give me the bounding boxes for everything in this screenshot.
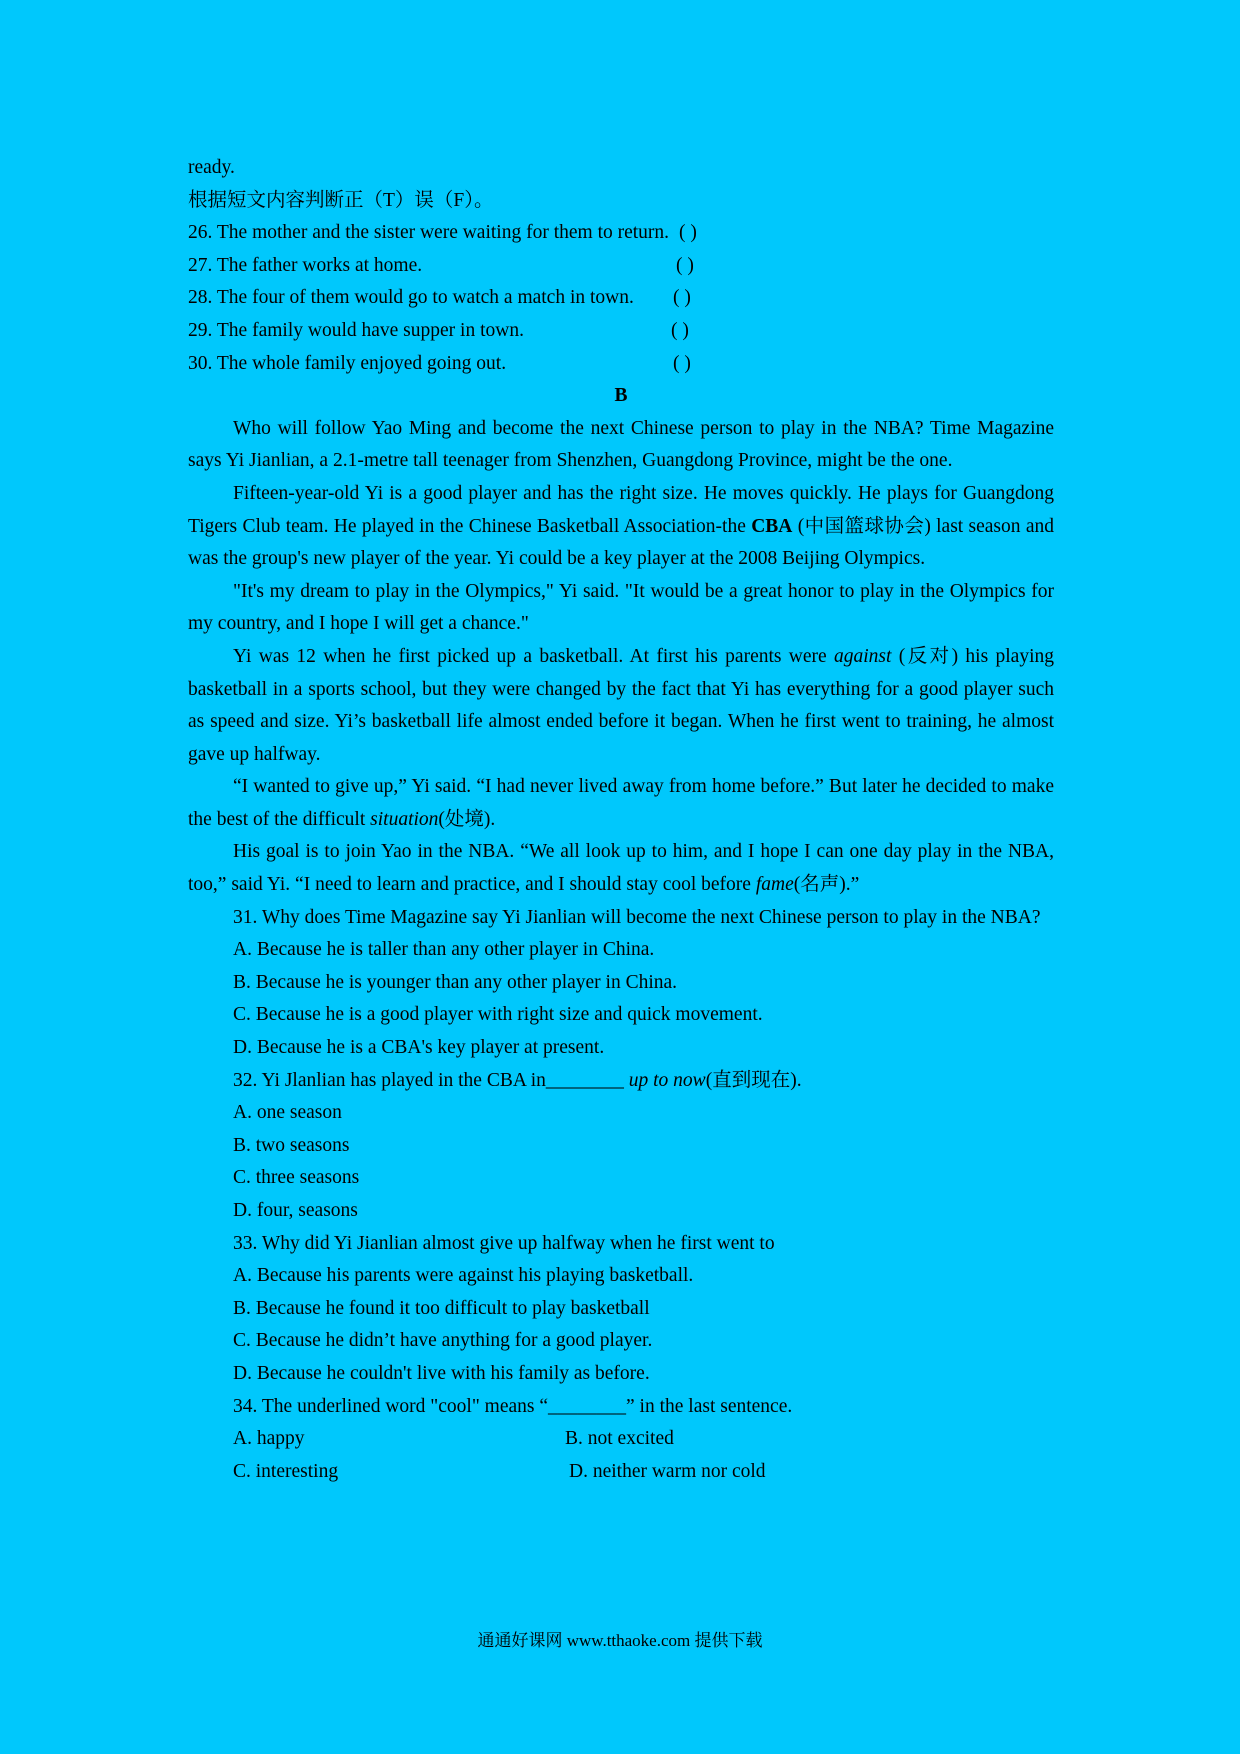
document-page (188, 152, 1054, 1488)
question-33-option-d: D. Because he couldn't live with his family as before. (233, 1362, 650, 1384)
question-34-options-row-2 (188, 1456, 1054, 1489)
answer-parentheses: ( ) (673, 287, 691, 309)
question-31-option-b: B. Because he is younger than any other player in China. (233, 971, 678, 993)
question-32-stem (188, 1065, 1054, 1098)
question-text: (直到现在). (705, 1069, 802, 1091)
tf-question-text: 29. The family would have supper in town. (188, 319, 524, 341)
passage-paragraph-5 (188, 771, 1054, 836)
answer-parentheses: ( ) (673, 352, 691, 374)
passage-text: (名声).” (793, 874, 860, 896)
question-31-option-c: C. Because he is a good player with right size and quick movement. (233, 1004, 763, 1026)
passage-bold-text: CBA (751, 515, 793, 537)
question-34-option-d: D. neither warm nor cold (569, 1460, 766, 1482)
page-footer: 通通好课网 www.tthaoke.com 提供下载 (477, 1631, 763, 1650)
answer-parentheses: ( ) (676, 254, 694, 276)
question-33-stem: 33. Why did Yi Jianlian almost give up halfway when he first went to (233, 1232, 775, 1254)
question-text: 32. Yi Jlanlian has played in the CBA in________ (233, 1069, 629, 1091)
tf-question-26 (188, 217, 1054, 250)
tf-question-text: 27. The father works at home. (188, 254, 423, 276)
passage-text: (反对) his playing basketball in a sports school, but they were changed by the fact that Yi has everything for a good player such as speed and size. Yi’s basketball life almost ended before it began. When he first went to training, he almost gave up halfway. (188, 645, 1055, 765)
question-31-option-a: A. Because he is taller than any other player in China. (233, 939, 655, 961)
passage-text: Yi was 12 when he first picked up a basketball. At first his parents were (233, 645, 835, 667)
question-34-option-c: C. interesting (233, 1460, 339, 1482)
passage-text: Fifteen-year-old Yi is a good player and has the right size. He moves quickly. He plays for Guangdong Tigers Club team. He played in the Chinese Basketball Association-the (188, 482, 1054, 537)
question-32-option-c: C. three seasons (233, 1167, 360, 1189)
question-33-option-c: C. Because he didn’t have anything for a good player. (233, 1330, 653, 1352)
question-31-option-d: D. Because he is a CBA's key player at present. (233, 1037, 605, 1059)
question-32-option-d: D. four, seasons (233, 1200, 358, 1221)
question-34-stem: 34. The underlined word "cool" means “________” in the last sentence. (233, 1395, 793, 1417)
passage-text: (中国篮球协会) last season and was the group's new player of the year. Yi could be a key player at the 2008 Beijing Olympics. (188, 515, 1054, 570)
carryover-text: ready. (188, 157, 235, 178)
answer-parentheses: ( ) (679, 222, 697, 244)
tf-instruction: 根据短文内容判断正（T）误（F）。 (188, 189, 494, 211)
section-b-title: B (614, 385, 628, 407)
passage-italic-text: situation (370, 808, 439, 830)
passage-paragraph-2 (188, 478, 1054, 576)
passage-paragraph-4 (188, 641, 1054, 771)
question-33-option-b: B. Because he found it too difficult to play basketball (233, 1297, 650, 1319)
question-33-option-a: A. Because his parents were against his playing basketball. (233, 1265, 694, 1287)
tf-question-text: 26. The mother and the sister were waiting for them to return. (188, 222, 670, 244)
passage-text: “I wanted to give up,” Yi said. “I had never lived away from home before.” But later he decided to make the best of the difficult (188, 776, 1054, 830)
passage-italic-text: against (834, 645, 892, 667)
question-32-option-a: A. one season (233, 1102, 342, 1124)
passage-paragraph-6 (188, 836, 1054, 901)
answer-parentheses: ( ) (671, 319, 689, 341)
passage-italic-text: fame (755, 874, 794, 896)
tf-question-29 (188, 315, 1054, 348)
passage-paragraph-3: "It's my dream to play in the Olympics," Yi said. "It would be a great honor to play in the Olympics for my country, and I hope I will get a chance." (188, 580, 1054, 635)
tf-question-30 (188, 348, 1054, 381)
question-34-option-a: A. happy (233, 1428, 305, 1450)
tf-question-27 (188, 250, 1054, 283)
question-34-options-row-1 (188, 1423, 1054, 1456)
passage-text: (处境). (438, 808, 496, 830)
tf-question-text: 28. The four of them would go to watch a match in town. (188, 287, 634, 309)
passage-paragraph-1: Who will follow Yao Ming and become the next Chinese person to play in the NBA? Time Magazine says Yi Jianlian, a 2.1-metre tall teenager from Shenzhen, Guangdong Province, might be the one. (188, 417, 1054, 472)
tf-question-text: 30. The whole family enjoyed going out. (188, 352, 507, 374)
question-31-stem: 31. Why does Time Magazine say Yi Jianlian will become the next Chinese person to play in the NBA? (233, 906, 1041, 928)
tf-question-28 (188, 282, 1054, 315)
passage-text: His goal is to join Yao in the NBA. “We all look up to him, and I hope I can one day play in the NBA, too,” said Yi. “I need to learn and practice, and I should stay cool before (188, 841, 1054, 896)
question-italic-text: up to now (628, 1069, 706, 1091)
question-32-option-b: B. two seasons (233, 1134, 350, 1156)
question-34-option-b: B. not excited (565, 1428, 674, 1450)
